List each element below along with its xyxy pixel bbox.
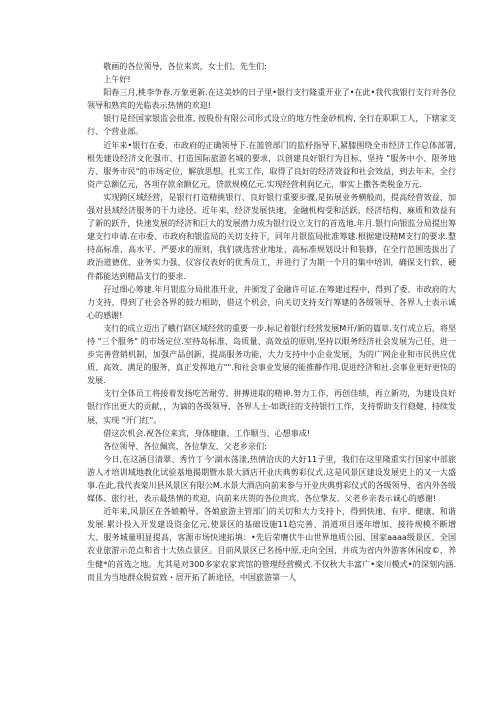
branch-future-paragraph: 支行的成立迈出了蛾行跻区域经营的重要一步.标记着银行经营发展M开/新的篇章.支行成立后，将坚持 "三个服务" 的市场定位.室持岛标准、岛质量、高效益的原则,坚持以眼务经济社会发展为己任，进一步完善营销机制，加强产品创新，提高服务功能，大力支持中小企业发展，为的广网企业和市民供应优质、高效、满足的服务，真正发挥地方"".和社会事业发展的能推静作用.促进经济和社.会事业更好更快的发展.	[87, 322, 456, 386]
cross-region-paragraph: 实现跨区域经营，是银行打造精挑银行、良好银行重要步骤,是拓展业务横般而，提高经营效益、加强对县域经济服务的干力途径。近年来，经济发展快速，金融机构受和活跃，经济结构、麻质和效益有了新的跃升，快速发展的经济和巨大的发展潜力成为银行设立支行的首选地.年月.银行向银监分局提出筹建支行申请.在市委、市政府和银监局的关切支持下，同年月银监局批准筹建.根据建设精M支行的要求.整持高标准、高水平、严要求的原则，我们就选营业地址，高标准规划设计和装修，在全行范围选拔出了政治道德优、业务实力强、仪容仪表好的优秀员工，并进行了为期一个月的集中培训，确保支行软、硬件都能达到精品支行的要求.	[87, 191, 456, 281]
opening-paragraph: 阳春三月,桃李争春.万象更新.在这美妙的日子里•银行支行隆重开业了•在此•我代我银行支行对各位领导和熟宾的光临表示热情的欢迎!	[87, 87, 456, 111]
salutation-paragraph: 敬画的各位领导，各位来宾，女士们、先生们:	[103, 61, 267, 71]
closing-wishes-paragraph: 借这次机会.祝各位来宾，身体健康、工作顺当、心想事成!	[103, 427, 311, 438]
greeting-paragraph: 上午好!	[103, 74, 131, 85]
bank-intro-paragraph: 银行是经国家银监会批准, 按股份有限公司形式设立的地方性金砂机构, 全行在职职工人，下辖家支行、个营业部。	[87, 113, 456, 137]
ceremony-paragraph: 今日,在这涵目清翠、秀竹丁今'湖水荡漾,热情洽庆的大好11子里，我们在这里隆重实行国家中部旅游人才培训域地教化试验基地揭期暨水景大酒店开业庆典剪彩仪式.这是风景区建设发展史上的又一大盛事.在此,我代表栾川县风景区有限公M.水景大酒店向前来参与开业庆典剪彩仪式的各级领导、省内外各级媒体、旅行社，表示最热情的欢迎，向前来庆贺的各位贵宾、各位挚友、父老乡亲表示诚心的感谢!	[87, 453, 456, 504]
bank-performance-paragraph: 近年来•银行在委、市政府的正确领导下.在篮管部门的监杼指导下,紧膝围绕全市经济工作总体部署,根先建设经济文化强市、打造国际旅游名城的要求，以创建良好银行为目标，坚持 "服务中小、限务地方、服务市民"的市场定位，解放思想，扎实工作，取得了良好的经济效益和社会效益，到去年末，全行资产总额亿元，各项存款余额亿元，贷款规模亿元.实现经营利润亿元，事实上撒各类税金万元.	[87, 139, 456, 189]
second-salutation-paragraph: 各位领导、各位佩宾、各位挚友、父老乡亲们:	[103, 440, 267, 451]
staff-commitment-paragraph: 支行全体员工将接着发扬吃苦耐劳、拼搏进取的精神.努力工作，再创佳绩，再立新功，为建设良好银行作出更大的贡献，，为谪的各级领导、各界人士-如既往的支持银行工作，支持帮助支行稳健、持续发展，实现 "开门红"。	[87, 388, 456, 425]
scenic-area-paragraph: 近年来,风景区在各娘赖导、各娘旅游主管部门的关切和大力支持卜，得到快速、有序、健康、和谐发展.累计投入开发建设资金亿元,使景区的基础设施11趋完善、消道项目逐年增加、接待规模不断增大、服务城量明显提高，客源市场快速拓填：•先后荣膺伏牛山世界地质公园、国家aaaa级景区、全国农业旅游示范点和省十大热点景区。目前风景区已名扬中原,走向全国，并成为省内外游客休闲度©、养生健*的首选之地。尤其是对300多家农家宾馆的管理经营模式.不仅秋大丰富广•栾川模式•的深刻内涵.而且为当地群众脱贫致・居开拓了新途径，中国旅游第一人	[87, 506, 456, 582]
preparation-paragraph: 孖过细心筹建.年月银监分局批准开业，并颁发了金融许可证.在筹建过程中，得到了委、市政府的大力支持，得到了社会各界的鼓力相助，借这个机会，向关切支持支行筹建的各级领导、各界人士表示诚心的感谢!	[87, 283, 456, 320]
